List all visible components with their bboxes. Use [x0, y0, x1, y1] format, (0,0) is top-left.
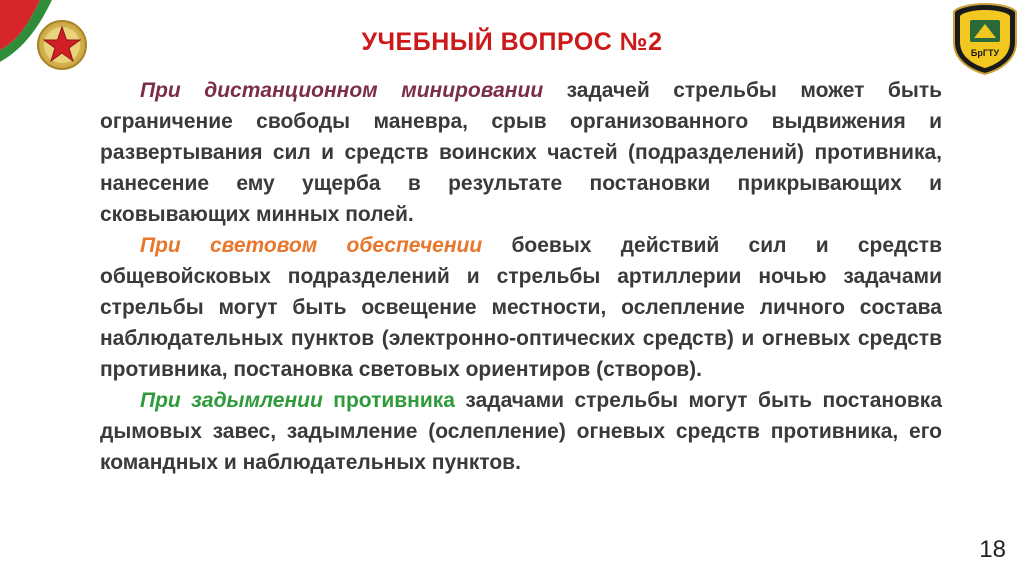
- paragraph-smoke-screen: [100, 385, 942, 478]
- slide-body: [100, 75, 942, 478]
- paragraph-text: задачами стрельбы могут быть постановка дымовых завес, задымление (ослепление) огневых средств противника, его командных и наблюдательных пунктов.: [100, 389, 943, 474]
- highlight-remote-mining: При дистанционном минировании: [140, 79, 544, 102]
- paragraph-light-support: [100, 230, 942, 385]
- emblem-text: БрГТУ: [970, 48, 1000, 58]
- page-number: 18: [979, 536, 1006, 563]
- paragraph-remote-mining: [100, 75, 942, 230]
- paragraph-text: задачей стрельбы может быть ограничение свободы маневра, срыв организованного выдвижения и развертывания сил и средств воинских частей (подразделений) противника, нанесение ему ущерба в результате постановки прикрывающих и сковывающих минных полей.: [100, 79, 943, 226]
- highlight-smoke-screen: При задымлении: [140, 389, 323, 412]
- paragraph-text: боевых действий сил и средств общевойсковых подразделений и стрельбы артиллерии ночью задачами стрельбы могут быть освещение местности, ослепление личного состава наблюдательных пунктов (электронно-оптических средств) и огневых средств противника, постановка световых ориентиров (створов).: [100, 234, 942, 381]
- slide-title: УЧЕБНЫЙ ВОПРОС №2: [361, 28, 663, 56]
- highlight-enemy: противника: [322, 389, 455, 412]
- highlight-light-support: При световом обеспечении: [140, 234, 483, 257]
